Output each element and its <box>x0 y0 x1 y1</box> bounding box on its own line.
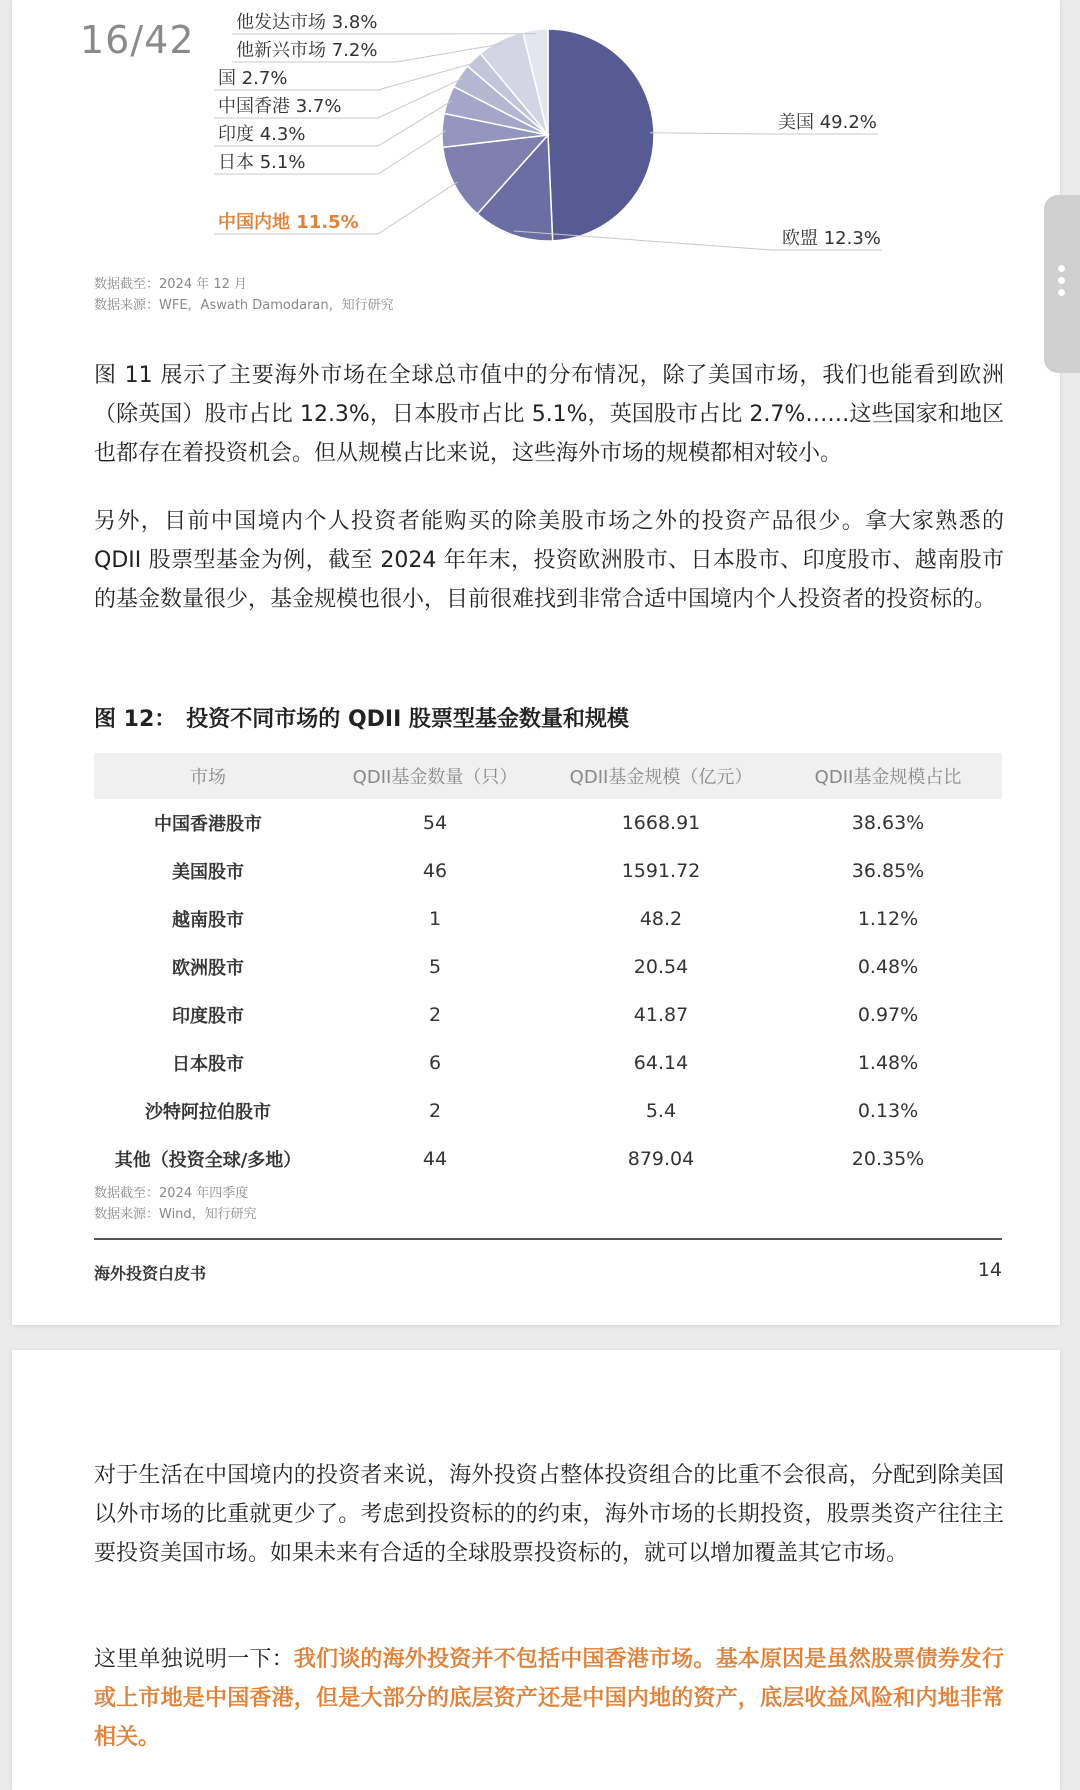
count-cell: 5 <box>322 943 548 991</box>
paragraph-hk-note <box>94 1640 1004 1757</box>
pie-label-6: 国 2.7% <box>218 68 287 89</box>
note-prefix: 这里单独说明一下： <box>94 1647 294 1672</box>
footer-book-title: 海外投资白皮书 <box>94 1261 206 1284</box>
table-row <box>94 895 1002 943</box>
share-cell: 0.48% <box>774 943 1002 991</box>
table-row <box>94 943 1002 991</box>
size-cell: 20.54 <box>548 943 774 991</box>
pie-label-0: 美国 49.2% <box>778 112 877 133</box>
pie-source-note <box>94 274 394 316</box>
share-cell: 20.35% <box>774 1135 1002 1183</box>
table-row <box>94 1087 1002 1135</box>
market-cell: 越南股市 <box>94 895 322 943</box>
pie-label-7: 他新兴市场 7.2% <box>236 40 377 61</box>
header-fund-count: QDII基金数量（只） <box>322 753 548 799</box>
count-cell: 54 <box>322 799 548 847</box>
size-cell: 1591.72 <box>548 847 774 895</box>
pie-label-1: 欧盟 12.3% <box>782 228 881 249</box>
share-cell: 1.48% <box>774 1039 1002 1087</box>
table-row <box>94 1135 1002 1183</box>
market-cell: 中国香港股市 <box>94 799 322 847</box>
count-cell: 1 <box>322 895 548 943</box>
table-data-source: 数据来源：Wind，知行研究 <box>94 1204 257 1225</box>
market-cell: 日本股市 <box>94 1039 322 1087</box>
pie-label-8: 他发达市场 3.8% <box>236 12 377 33</box>
document-page-15 <box>12 1350 1060 1790</box>
header-fund-size: QDII基金规模（亿元） <box>548 753 774 799</box>
qdii-fund-table <box>94 753 1002 1183</box>
share-cell: 0.13% <box>774 1087 1002 1135</box>
count-cell: 44 <box>322 1135 548 1183</box>
document-page-14 <box>12 0 1060 1325</box>
pie-data-source: 数据来源：WFE，Aswath Damodaran，知行研究 <box>94 295 394 316</box>
figure12-title <box>94 702 629 733</box>
table-row <box>94 991 1002 1039</box>
table-source-note <box>94 1183 257 1225</box>
pie-label-4: 印度 4.3% <box>218 124 305 145</box>
size-cell: 64.14 <box>548 1039 774 1087</box>
figure12-caption: 投资不同市场的 QDII 股票型基金数量和规模 <box>186 707 629 732</box>
market-cell: 欧洲股市 <box>94 943 322 991</box>
footer-page-number: 14 <box>978 1259 1002 1281</box>
table-data-date: 数据截至：2024 年四季度 <box>94 1183 257 1204</box>
pie-data-date: 数据截至：2024 年 12 月 <box>94 274 394 295</box>
market-cell: 印度股市 <box>94 991 322 1039</box>
note-highlight: 我们谈的海外投资并不包括中国香港市场。基本原因是虽然股票债券发行或上市地是中国香港，但是大部分的底层资产还是中国内地的资产，底层收益风险和内地非常相关。 <box>94 1647 1004 1750</box>
count-cell: 46 <box>322 847 548 895</box>
market-cell: 沙特阿拉伯股市 <box>94 1087 322 1135</box>
pie-slice-0 <box>548 29 654 241</box>
pie-label-2: 中国内地 11.5% <box>218 211 359 233</box>
page-counter: 16/42 <box>80 18 195 62</box>
share-cell: 36.85% <box>774 847 1002 895</box>
scroll-handle[interactable] <box>1044 195 1080 373</box>
market-cell: 美国股市 <box>94 847 322 895</box>
figure12-number: 图 12： <box>94 707 176 732</box>
table-row <box>94 847 1002 895</box>
table-row <box>94 799 1002 847</box>
count-cell: 2 <box>322 1087 548 1135</box>
pie-label-5: 中国香港 3.7% <box>218 96 341 117</box>
market-cell: 其他（投资全球/多地） <box>94 1135 322 1183</box>
size-cell: 5.4 <box>548 1087 774 1135</box>
share-cell: 1.12% <box>774 895 1002 943</box>
table-header-row <box>94 753 1002 799</box>
paragraph-figure11-description: 图 11 展示了主要海外市场在全球总市值中的分布情况，除了美国市场，我们也能看到欧洲（除英国）股市占比 12.3%，日本股市占比 5.1%，英国股市占比 2.7%……这些国家和地区也都存在着投资机会。但从规模占比来说，这些海外市场的规模都相对较小。 <box>94 356 1004 473</box>
size-cell: 48.2 <box>548 895 774 943</box>
footer-divider <box>94 1238 1002 1240</box>
size-cell: 41.87 <box>548 991 774 1039</box>
header-market: 市场 <box>94 753 322 799</box>
share-cell: 38.63% <box>774 799 1002 847</box>
header-fund-share: QDII基金规模占比 <box>774 753 1002 799</box>
paragraph-qdii-products: 另外，目前中国境内个人投资者能购买的除美股市场之外的投资产品很少。拿大家熟悉的 QDII 股票型基金为例，截至 2024 年年末，投资欧洲股市、日本股市、印度股市、越南股市的基金数量很少，基金规模也很小，目前很难找到非常合适中国境内个人投资者的投资标的。 <box>94 502 1004 619</box>
table-row <box>94 1039 1002 1087</box>
paragraph-allocation: 对于生活在中国境内的投资者来说，海外投资占整体投资组合的比重不会很高，分配到除美国以外市场的比重就更少了。考虑到投资标的的约束，海外市场的长期投资，股票类资产往往主要投资美国市场。如果未来有合适的全球股票投资标的，就可以增加覆盖其它市场。 <box>94 1456 1004 1573</box>
more-icon <box>1058 265 1066 301</box>
share-cell: 0.97% <box>774 991 1002 1039</box>
count-cell: 6 <box>322 1039 548 1087</box>
count-cell: 2 <box>322 991 548 1039</box>
size-cell: 879.04 <box>548 1135 774 1183</box>
pie-label-3: 日本 5.1% <box>218 152 305 173</box>
size-cell: 1668.91 <box>548 799 774 847</box>
